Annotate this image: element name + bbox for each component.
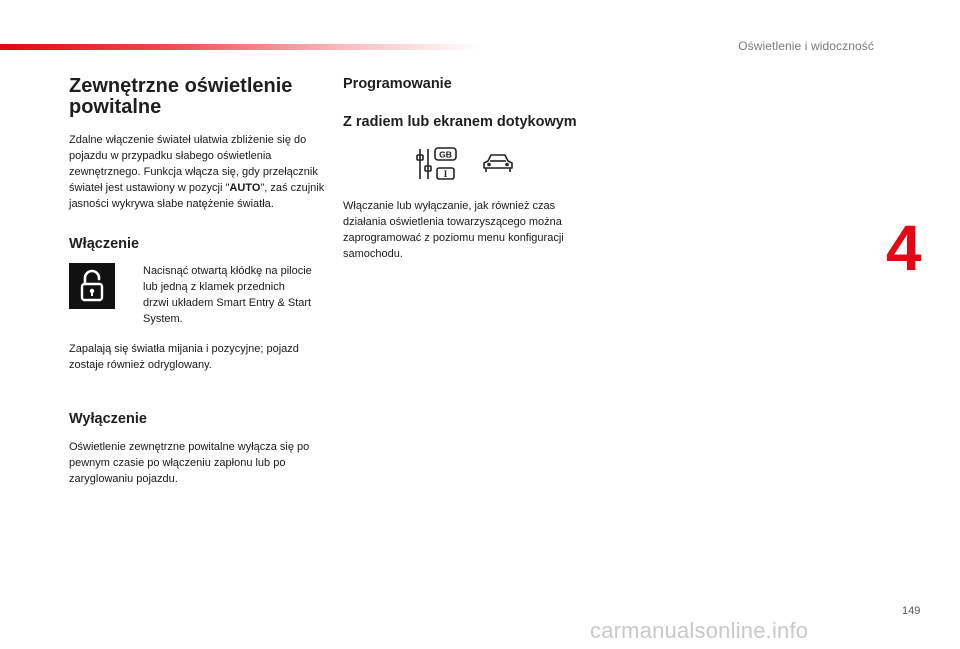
left-column [69,76,327,487]
wylaczenie-heading: Wyłączenie [69,411,147,427]
lock-instruction-row [69,263,327,327]
bullet-text: Nacisnąć otwartą kłódkę na pilocie lub jedną z klamek przednich drzwi układem Smart Entry & Start System. [143,265,312,325]
settings-sliders-icon [415,146,459,182]
lights-on-paragraph: Zapalają się światła mijania i pozycyjne; pojazd zostaje również odryglowany. [69,343,299,371]
intro-paragraph [69,132,327,212]
page-number: 149 [902,605,921,617]
watermark: carmanualsonline.info [590,618,809,643]
chapter-number: 4 [886,212,922,284]
icon-badge-i: I [443,169,448,179]
menu-icons-row [415,146,593,182]
wlaczenie-heading: Włączenie [69,236,140,252]
bullet-symbol [121,263,143,327]
car-icon [481,152,515,176]
wylaczenie-paragraph: Oświetlenie zewnętrzne powitalne wyłącza się po pewnym czasie po włączeniu zapłonu lub po zaryglowaniu pojazdu. [69,441,310,485]
unlock-padlock-icon [69,263,115,309]
programowanie-paragraph: Włączanie lub wyłączanie, jak również czas działania oświetlenia towarzyszącego można zaprogramować z poziomu menu konfiguracji samochodu. [343,200,564,260]
chapter-title: Oświetlenie i widoczność [738,39,874,53]
intro-text-after: ", zaś czujnik jasności wykrywa słabe natężenie światła. [69,182,325,210]
auto-keyword: AUTO [229,182,261,194]
radio-subheading: Z radiem lub ekranem dotykowym [343,114,577,130]
intro-text-before: Zdalne włączenie świateł ułatwia zbliżenie się do pojazdu w przypadku słabego oświetlenia zewnętrznego. Funkcja włącza się, gdy przełącznik świateł jest ustawiony w pozycji " [69,134,318,194]
right-column [343,76,593,262]
header-accent-bar [0,44,480,50]
section-title: Zewnętrzne oświetlenie powitalne [69,75,293,118]
bullet-item [121,263,313,327]
icon-badge-gb: GB [439,149,452,160]
programowanie-heading: Programowanie [343,76,452,92]
